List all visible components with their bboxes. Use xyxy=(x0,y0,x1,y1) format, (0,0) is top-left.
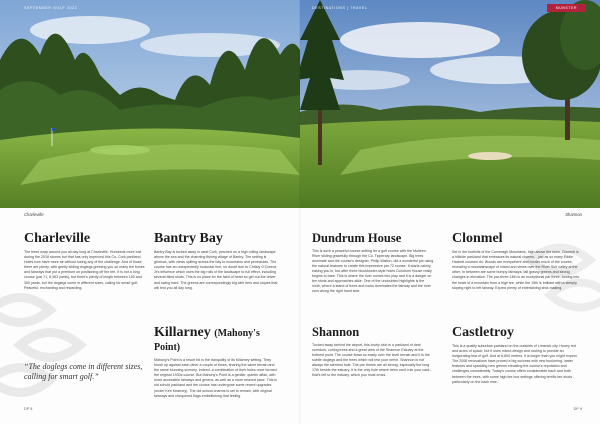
article-castletroy xyxy=(452,326,580,385)
article-title: Clonmel xyxy=(452,231,503,246)
article-body: This is a quality suburban parkland on the outskirts of Limerick city. Honey red and acres of space, but it uses mixed design and routing to provide an invigorating test of golf. And at 6,800 metres, it is longer than you might expect. The 2006 renovations have proved a big success with new bunkering, water features and sparkling new greens elevating the course's reputation and challenges considerably. Today's course offers considerable back and forth between the trees, with some high tee box settings offering terrific tee shots - particularly on the back nine. xyxy=(452,344,578,384)
article-clonmel xyxy=(452,232,580,291)
article-bantry-bay xyxy=(154,232,278,291)
left-page-number: DP 8 xyxy=(24,407,33,411)
article-body: Mahony's Point is a resort hit in the tranquility of its Killarney setting. They brush up against each other a couple of times, sharing the same terrain and the same stunning scenery. Indeed, a combination of their holes once formed the original 1930s course. But Mahony's Point is a gentler, quieter affair, with more accessible fairways and greens, as well as a more relaxed pace. This is old school parkland and the course has undergone some recent upgrades (under Ken Kearney). The old school charms is set to remain, with original fairways and chequered flags embellishing that feeling. xyxy=(154,358,277,398)
article-shannon xyxy=(312,326,434,378)
article-body: This is such a peaceful course setting for a golf course with the Multeen River sliding gracefully through the Co. Tipperary landscape. Big trees dominate and the course's designer, Philip Walton, did a wonderful job using the natural features to create this impressive par 72 course. It starts calmly, easing you in, but after three blockbuster-style holes Dundrum House really begins to bare. This is where the river comes into play and it is a danger on tee shots and approaches alike. One of the undoubted highlights is the ninth, where a stand of trees and rocks dominates the fairway and the river runs along the right hand side. xyxy=(312,248,434,294)
article-charleville xyxy=(24,232,146,291)
article-body: Bantry Bay is tucked away in west Cork, perched on a high rolling landscape above the sea and the charming fishing village of Bantry. The setting is glorious, with views spilling across the bay to mountains and peninsulas. The course has an unexpectedly muscular feel, no doubt due to Christy O'Connor Jr's influence which uses the big rolls of the landscape to full effect, including several blind shots. This is no place for the faint of heart so get out the driver and swing hard. The greens are correspondingly big with tiers and slopes that will test you all day long. xyxy=(154,250,278,290)
article-title: Charleville xyxy=(24,231,91,246)
article-body: Set in the foothills of the Comeragh Mountains, high above the town, Clonmel is a hillside parkland that embraces its natural charms... just as so many Eddie Hackett courses do. Woods are everywhere and border much of the course, revealing a mountainscape of mixed and views over the River Suir valley at the other. In between are some bumpy fairways, tall grassy greens and strong changes in elevation. The par-three 14th is an exceptional par three, forcing into the heart of a mountain from a high tee, while the 15th is brilliant with a steeply sloping right to left fairway. Expect plenty of entertaining shot-making. xyxy=(452,250,580,290)
article-dundrum-house xyxy=(312,232,434,294)
article-title: Castletroy xyxy=(452,325,514,340)
decorative-pattern-left xyxy=(0,290,90,420)
article-title: Dundrum House xyxy=(312,231,402,245)
article-killarney xyxy=(154,326,278,399)
pull-quote: “The doglegs come in different sizes, calling for smart golf.” xyxy=(24,362,143,381)
article-title-main: Killarney xyxy=(154,325,211,340)
charleville-photo xyxy=(0,0,300,208)
article-body: Tucked away behind the airport, this lovely club is a parkland of dark corridors, curling trees and a great view of the Shannon Estuary at the furthest point. The course flows so easily over the level terrain and it is the subtle doglegs and the trees which will test your nerve. Shannon is not always the sternest hole. The par threes are all strong, especially the long 17th beside the estuary. It is the only hole where trees can't ruin your card... that's left to the estuary, which you must cross. xyxy=(312,342,433,378)
right-photo-caption: Shannon xyxy=(565,212,582,217)
right-page-number: DP 9 xyxy=(573,407,582,411)
section-tag: MUNSTER xyxy=(547,4,586,12)
right-running-head: DESTINATIONS | TRAVEL xyxy=(312,6,368,10)
article-title xyxy=(154,326,278,354)
article-title: Shannon xyxy=(312,325,360,339)
article-title: Bantry Bay xyxy=(154,231,223,246)
page-gutter xyxy=(299,0,301,424)
left-photo-caption: Charleville xyxy=(24,212,44,217)
shannon-photo xyxy=(300,0,600,208)
article-subtitle: (Mahony's Point) xyxy=(154,328,260,353)
left-running-head: SEPTEMBER GOLF 2022 xyxy=(24,6,78,10)
article-body: The trees wrap around you all day long at Charleville. Hundreds more lost during the 2018 storms but that has only improved this Co. Cork parkland. Holes now have more air without losing any of the challenge. And of those there are plenty, with gently sliding doglegs greeting you on many tee boxes and fairways that put a premium on positioning off the tee. It is not a long course (par 71, 6,463 yards), but there's plenty of length between 150 and 300 yards, but the doglegs come in different sizes, calling for smart golf. Peaceful, enchanting and rewarding. xyxy=(24,250,145,290)
